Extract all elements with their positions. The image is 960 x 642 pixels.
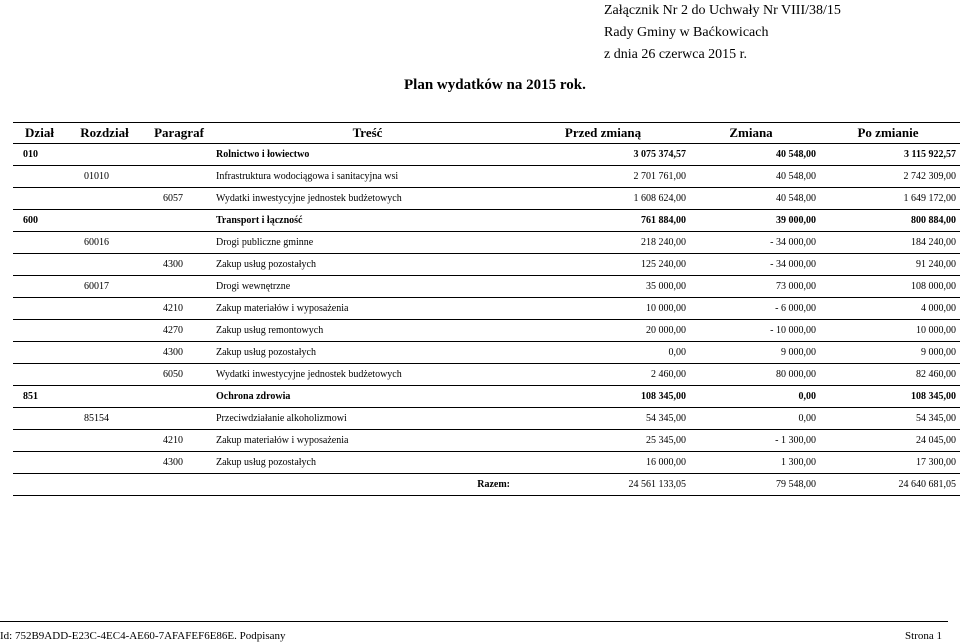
cell-dzial xyxy=(13,364,66,386)
col-header-dzial: Dział xyxy=(13,123,66,144)
total-przed: 24 561 133,05 xyxy=(520,474,686,496)
cell-przed: 218 240,00 xyxy=(520,232,686,254)
cell-przed: 3 075 374,57 xyxy=(520,144,686,166)
cell-dzial: 600 xyxy=(13,210,66,232)
cell-po: 24 045,00 xyxy=(816,430,960,452)
cell-tresc: Zakup materiałów i wyposażenia xyxy=(215,430,520,452)
cell-po: 10 000,00 xyxy=(816,320,960,342)
cell-rozdzial xyxy=(66,320,143,342)
cell-paragraf: 4300 xyxy=(143,254,215,276)
cell-paragraf: 4210 xyxy=(143,298,215,320)
cell-tresc: Wydatki inwestycyjne jednostek budżetowych xyxy=(215,188,520,210)
cell-po: 54 345,00 xyxy=(816,408,960,430)
cell-rozdzial xyxy=(66,430,143,452)
cell-po: 3 115 922,57 xyxy=(816,144,960,166)
cell-po: 108 000,00 xyxy=(816,276,960,298)
cell-rozdzial xyxy=(66,386,143,408)
cell-rozdzial xyxy=(66,342,143,364)
cell-paragraf: 6050 xyxy=(143,364,215,386)
cell-zmiana: - 1 300,00 xyxy=(686,430,816,452)
cell-przed: 2 460,00 xyxy=(520,364,686,386)
cell-przed: 20 000,00 xyxy=(520,320,686,342)
cell-po: 17 300,00 xyxy=(816,452,960,474)
cell-tresc: Drogi publiczne gminne xyxy=(215,232,520,254)
cell-dzial xyxy=(13,320,66,342)
cell-po: 91 240,00 xyxy=(816,254,960,276)
cell-zmiana: 80 000,00 xyxy=(686,364,816,386)
cell-tresc: Infrastruktura wodociągowa i sanitacyjna wsi xyxy=(215,166,520,188)
table-row xyxy=(13,254,960,276)
expenditure-table xyxy=(13,122,960,496)
cell-paragraf xyxy=(143,408,215,430)
cell-rozdzial xyxy=(66,254,143,276)
cell-zmiana: 0,00 xyxy=(686,408,816,430)
plan-title: Plan wydatków na 2015 rok. xyxy=(404,77,586,93)
cell-zmiana: - 10 000,00 xyxy=(686,320,816,342)
cell-paragraf xyxy=(143,144,215,166)
table-row xyxy=(13,166,960,188)
header-line-1: Załącznik Nr 2 do Uchwały Nr VIII/38/15 xyxy=(604,3,841,18)
cell-zmiana: 39 000,00 xyxy=(686,210,816,232)
cell-paragraf: 4210 xyxy=(143,430,215,452)
cell-dzial xyxy=(13,430,66,452)
cell-po: 4 000,00 xyxy=(816,298,960,320)
cell-dzial xyxy=(13,232,66,254)
cell-po: 184 240,00 xyxy=(816,232,960,254)
col-header-przed: Przed zmianą xyxy=(520,123,686,144)
cell-dzial: 851 xyxy=(13,386,66,408)
cell-przed: 54 345,00 xyxy=(520,408,686,430)
table-row xyxy=(13,188,960,210)
cell-paragraf: 6057 xyxy=(143,188,215,210)
cell-paragraf xyxy=(143,386,215,408)
col-header-tresc: Treść xyxy=(215,123,520,144)
cell-po: 82 460,00 xyxy=(816,364,960,386)
total-spacer xyxy=(13,474,66,496)
cell-zmiana: 40 548,00 xyxy=(686,144,816,166)
cell-tresc: Zakup usług remontowych xyxy=(215,320,520,342)
cell-zmiana: - 34 000,00 xyxy=(686,254,816,276)
header-line-3: z dnia 26 czerwca 2015 r. xyxy=(604,47,748,62)
table-row xyxy=(13,210,960,232)
col-header-po: Po zmianie xyxy=(816,123,960,144)
total-zmiana: 79 548,00 xyxy=(686,474,816,496)
cell-tresc: Przeciwdziałanie alkoholizmowi xyxy=(215,408,520,430)
cell-po: 1 649 172,00 xyxy=(816,188,960,210)
cell-po: 9 000,00 xyxy=(816,342,960,364)
cell-dzial xyxy=(13,166,66,188)
cell-rozdzial xyxy=(66,144,143,166)
cell-zmiana: 9 000,00 xyxy=(686,342,816,364)
table-body xyxy=(13,144,960,496)
cell-tresc: Ochrona zdrowia xyxy=(215,386,520,408)
cell-dzial xyxy=(13,408,66,430)
cell-paragraf: 4300 xyxy=(143,452,215,474)
cell-tresc: Transport i łączność xyxy=(215,210,520,232)
cell-tresc: Wydatki inwestycyjne jednostek budżetowych xyxy=(215,364,520,386)
cell-po: 2 742 309,00 xyxy=(816,166,960,188)
cell-paragraf xyxy=(143,276,215,298)
table-header-row xyxy=(13,123,960,144)
document-id: Id: 752B9ADD-E23C-4EC4-AE60-7AFAFEF6E86E. Podpisany xyxy=(0,630,286,642)
table-row xyxy=(13,364,960,386)
total-label: Razem: xyxy=(215,474,520,496)
page-number: Strona 1 xyxy=(905,630,942,642)
cell-dzial xyxy=(13,298,66,320)
table-row xyxy=(13,144,960,166)
cell-dzial xyxy=(13,342,66,364)
table-row xyxy=(13,232,960,254)
total-spacer xyxy=(66,474,143,496)
table-row xyxy=(13,342,960,364)
cell-przed: 108 345,00 xyxy=(520,386,686,408)
cell-rozdzial xyxy=(66,188,143,210)
col-header-rozdzial: Rozdział xyxy=(66,123,143,144)
total-row xyxy=(13,474,960,496)
cell-rozdzial: 85154 xyxy=(66,408,143,430)
table-row xyxy=(13,276,960,298)
page-footer xyxy=(0,621,948,642)
total-po: 24 640 681,05 xyxy=(816,474,960,496)
table-row xyxy=(13,452,960,474)
cell-rozdzial: 60017 xyxy=(66,276,143,298)
resolution-header xyxy=(604,0,841,66)
cell-przed: 16 000,00 xyxy=(520,452,686,474)
col-header-zmiana: Zmiana xyxy=(686,123,816,144)
cell-rozdzial xyxy=(66,364,143,386)
cell-zmiana: 1 300,00 xyxy=(686,452,816,474)
cell-rozdzial: 60016 xyxy=(66,232,143,254)
cell-przed: 125 240,00 xyxy=(520,254,686,276)
cell-przed: 761 884,00 xyxy=(520,210,686,232)
cell-dzial xyxy=(13,188,66,210)
cell-zmiana: 40 548,00 xyxy=(686,166,816,188)
cell-przed: 10 000,00 xyxy=(520,298,686,320)
cell-rozdzial xyxy=(66,210,143,232)
cell-zmiana: 40 548,00 xyxy=(686,188,816,210)
cell-tresc: Zakup usług pozostałych xyxy=(215,342,520,364)
cell-przed: 2 701 761,00 xyxy=(520,166,686,188)
col-header-paragraf: Paragraf xyxy=(143,123,215,144)
cell-paragraf: 4270 xyxy=(143,320,215,342)
cell-po: 108 345,00 xyxy=(816,386,960,408)
cell-dzial xyxy=(13,254,66,276)
cell-paragraf xyxy=(143,210,215,232)
table-row xyxy=(13,386,960,408)
cell-tresc: Rolnictwo i łowiectwo xyxy=(215,144,520,166)
cell-dzial xyxy=(13,452,66,474)
cell-rozdzial: 01010 xyxy=(66,166,143,188)
cell-zmiana: 73 000,00 xyxy=(686,276,816,298)
total-spacer xyxy=(143,474,215,496)
cell-po: 800 884,00 xyxy=(816,210,960,232)
cell-przed: 0,00 xyxy=(520,342,686,364)
cell-tresc: Zakup usług pozostałych xyxy=(215,254,520,276)
table-row xyxy=(13,298,960,320)
cell-przed: 25 345,00 xyxy=(520,430,686,452)
cell-zmiana: - 34 000,00 xyxy=(686,232,816,254)
cell-rozdzial xyxy=(66,452,143,474)
cell-zmiana: 0,00 xyxy=(686,386,816,408)
cell-tresc: Zakup usług pozostałych xyxy=(215,452,520,474)
cell-dzial: 010 xyxy=(13,144,66,166)
cell-dzial xyxy=(13,276,66,298)
cell-zmiana: - 6 000,00 xyxy=(686,298,816,320)
cell-paragraf xyxy=(143,232,215,254)
table-row xyxy=(13,408,960,430)
cell-tresc: Zakup materiałów i wyposażenia xyxy=(215,298,520,320)
cell-przed: 1 608 624,00 xyxy=(520,188,686,210)
cell-paragraf xyxy=(143,166,215,188)
cell-tresc: Drogi wewnętrzne xyxy=(215,276,520,298)
table-row xyxy=(13,430,960,452)
table-row xyxy=(13,320,960,342)
cell-przed: 35 000,00 xyxy=(520,276,686,298)
cell-rozdzial xyxy=(66,298,143,320)
cell-paragraf: 4300 xyxy=(143,342,215,364)
header-line-2: Rady Gminy w Baćkowicach xyxy=(604,25,769,40)
